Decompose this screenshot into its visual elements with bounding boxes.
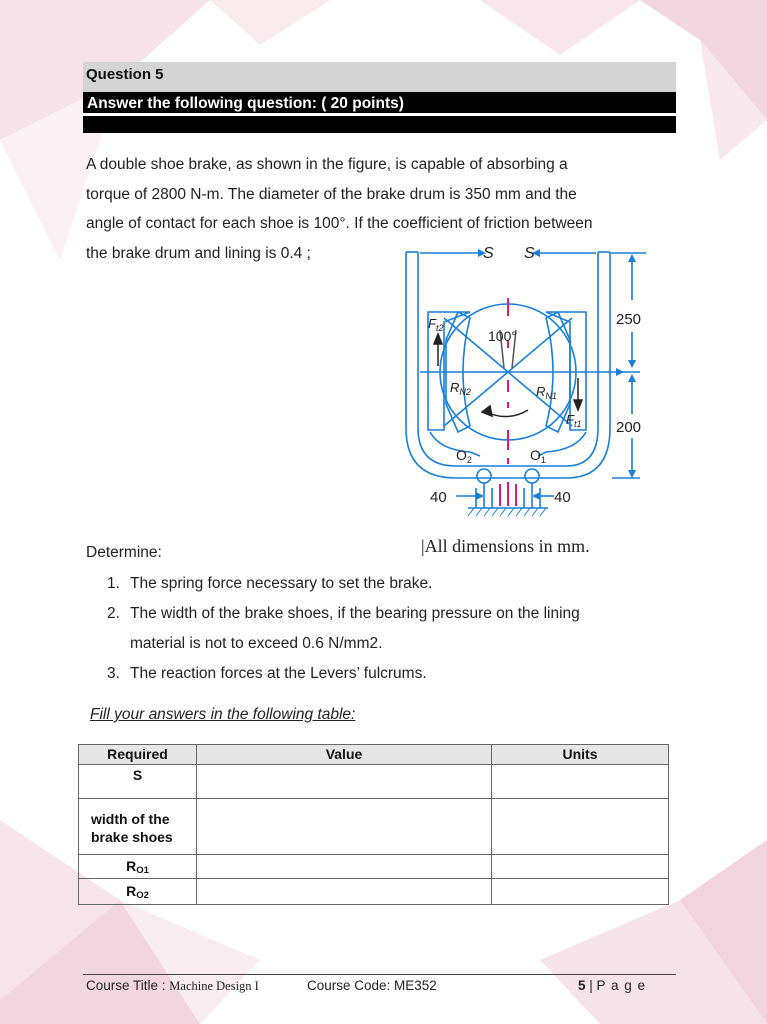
svg-text:RN2: [450, 380, 471, 397]
figure-caption-text: All dimensions in mm.: [424, 536, 590, 556]
page-word: P a g e: [596, 978, 647, 993]
double-shoe-brake-figure: [396, 238, 661, 530]
ft1-sub: t1: [573, 419, 582, 429]
problem-line: angle of contact for each shoe is 100°. If the coefficient of friction between: [86, 215, 593, 233]
list-text: material is not to exceed 0.6 N/mm2.: [130, 635, 383, 652]
table-instruction: Fill your answers in the following table:: [90, 706, 356, 723]
value-cell[interactable]: [197, 765, 492, 799]
ft2-label: F: [428, 316, 436, 331]
bar-divider: [83, 113, 676, 116]
units-cell[interactable]: [492, 799, 669, 855]
page-number: 5: [578, 978, 586, 993]
pivot-o1: [525, 469, 539, 483]
figure-caption: |All dimensions in mm.: [421, 536, 590, 556]
required-ro1: [79, 855, 197, 879]
list-item: [107, 629, 675, 659]
ro2-label: R: [126, 882, 137, 899]
problem-line: A double shoe brake, as shown in the figure, is capable of absorbing a: [86, 156, 568, 173]
header-required: Required: [79, 745, 197, 765]
contact-angle-label: 100°: [488, 328, 517, 344]
problem-line: the brake drum and lining is 0.4 ;: [86, 244, 311, 262]
units-cell[interactable]: [492, 765, 669, 799]
footer-course-title: [86, 978, 259, 994]
table-row: [79, 765, 669, 799]
header-units: Units: [492, 745, 669, 765]
question-instruction-bar: [83, 92, 676, 133]
list-number: 1.: [107, 575, 120, 592]
o2-label: O: [456, 447, 467, 463]
dimension-40-right: 40: [554, 489, 571, 506]
header-value: Value: [197, 745, 492, 765]
list-text: The width of the brake shoes, if the bearing pressure on the lining: [130, 605, 580, 622]
list-item: [107, 599, 675, 629]
ro2-sub: O2: [136, 889, 149, 901]
rn2-label: R: [450, 380, 460, 395]
rn1-sub: N1: [545, 391, 557, 401]
dimension-200: 200: [616, 419, 642, 436]
footer-course-code: Course Code: ME352: [307, 978, 437, 993]
o1-sub: 1: [540, 455, 546, 465]
dimension-250: 250: [616, 311, 642, 328]
svg-text:Ft1: [566, 412, 581, 429]
rn2-sub: N2: [459, 387, 471, 397]
list-text: The reaction forces at the Levers’ fulcrums.: [130, 665, 427, 682]
ft1-label: F: [566, 412, 574, 427]
spring-label-left: S: [483, 245, 494, 262]
list-item: [107, 659, 675, 689]
value-cell[interactable]: [197, 855, 492, 879]
ro1-sub: O1: [136, 864, 149, 876]
course-title: Machine Design I: [169, 979, 259, 993]
svg-text:O2: [456, 447, 472, 465]
rn1-label: R: [536, 384, 546, 399]
footer-divider: [83, 974, 676, 975]
list-number: 3.: [107, 665, 120, 682]
spring-label-right: S: [524, 245, 535, 262]
table-row: [79, 855, 669, 879]
value-cell[interactable]: [197, 799, 492, 855]
pivot-o2: [477, 469, 491, 483]
ro1-label: R: [126, 857, 137, 874]
list-text: The spring force necessary to set the brake.: [130, 575, 433, 592]
determine-heading: Determine:: [86, 544, 162, 561]
table-row: [79, 799, 669, 855]
list-item: [107, 569, 675, 599]
dimension-40-left: 40: [430, 489, 447, 506]
svg-text:O1: [530, 447, 546, 465]
question-number: Question 5: [83, 62, 676, 92]
footer-page: 5 | P a g e: [578, 978, 647, 993]
required-width: width of the brake shoes: [79, 799, 197, 855]
required-s: S: [79, 765, 197, 799]
o2-sub: 2: [466, 455, 472, 465]
determine-list: [107, 569, 675, 689]
units-cell[interactable]: [492, 855, 669, 879]
list-number: 2.: [107, 605, 120, 622]
svg-text:RN1: [536, 384, 557, 401]
required-ro2: [79, 879, 197, 905]
table-row: [79, 879, 669, 905]
course-title-label: Course Title :: [86, 978, 170, 993]
table-header-row: [79, 745, 669, 765]
problem-line: torque of 2800 N-m. The diameter of the brake drum is 350 mm and the: [86, 185, 577, 203]
question-instruction: Answer the following question: ( 20 points): [87, 95, 404, 112]
o1-label: O: [530, 447, 541, 463]
value-cell[interactable]: [197, 879, 492, 905]
answers-table: [78, 744, 669, 905]
ft2-sub: t2: [435, 323, 444, 333]
svg-text:Ft2: [428, 316, 443, 333]
units-cell[interactable]: [492, 879, 669, 905]
